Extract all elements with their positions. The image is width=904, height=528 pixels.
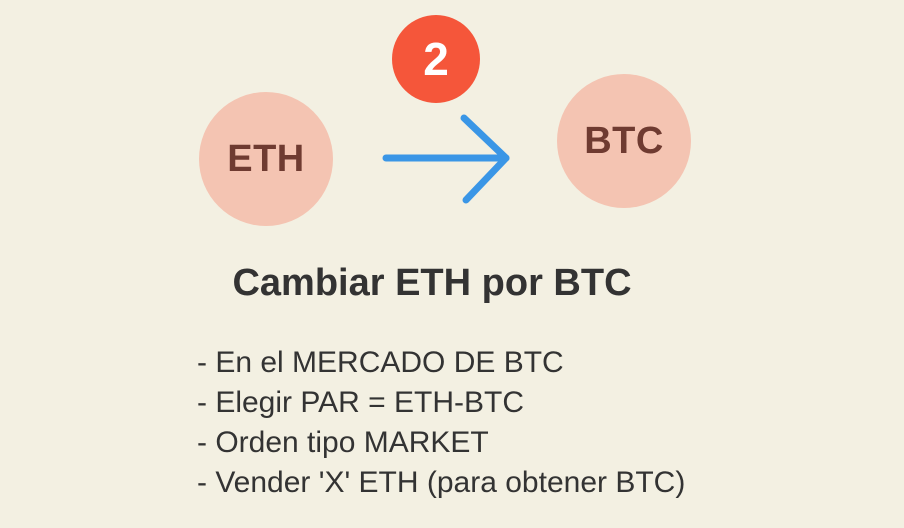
instruction-step: - En el MERCADO DE BTC [197, 346, 564, 379]
diagram-title: Cambiar ETH por BTC [232, 262, 632, 304]
step-number-label: 2 [423, 33, 449, 85]
eth-coin-circle [199, 92, 333, 226]
instruction-list [197, 343, 685, 503]
instruction-step: - Elegir PAR = ETH-BTC [197, 386, 524, 419]
eth-coin-label: ETH [227, 137, 305, 180]
instruction-step: - Orden tipo MARKET [197, 426, 489, 459]
btc-coin-label: BTC [584, 119, 664, 162]
instruction-step: - Vender 'X' ETH (para obtener BTC) [197, 466, 686, 499]
btc-coin-circle [557, 74, 691, 208]
step-number-badge [392, 15, 480, 103]
right-arrow-icon [380, 112, 516, 208]
